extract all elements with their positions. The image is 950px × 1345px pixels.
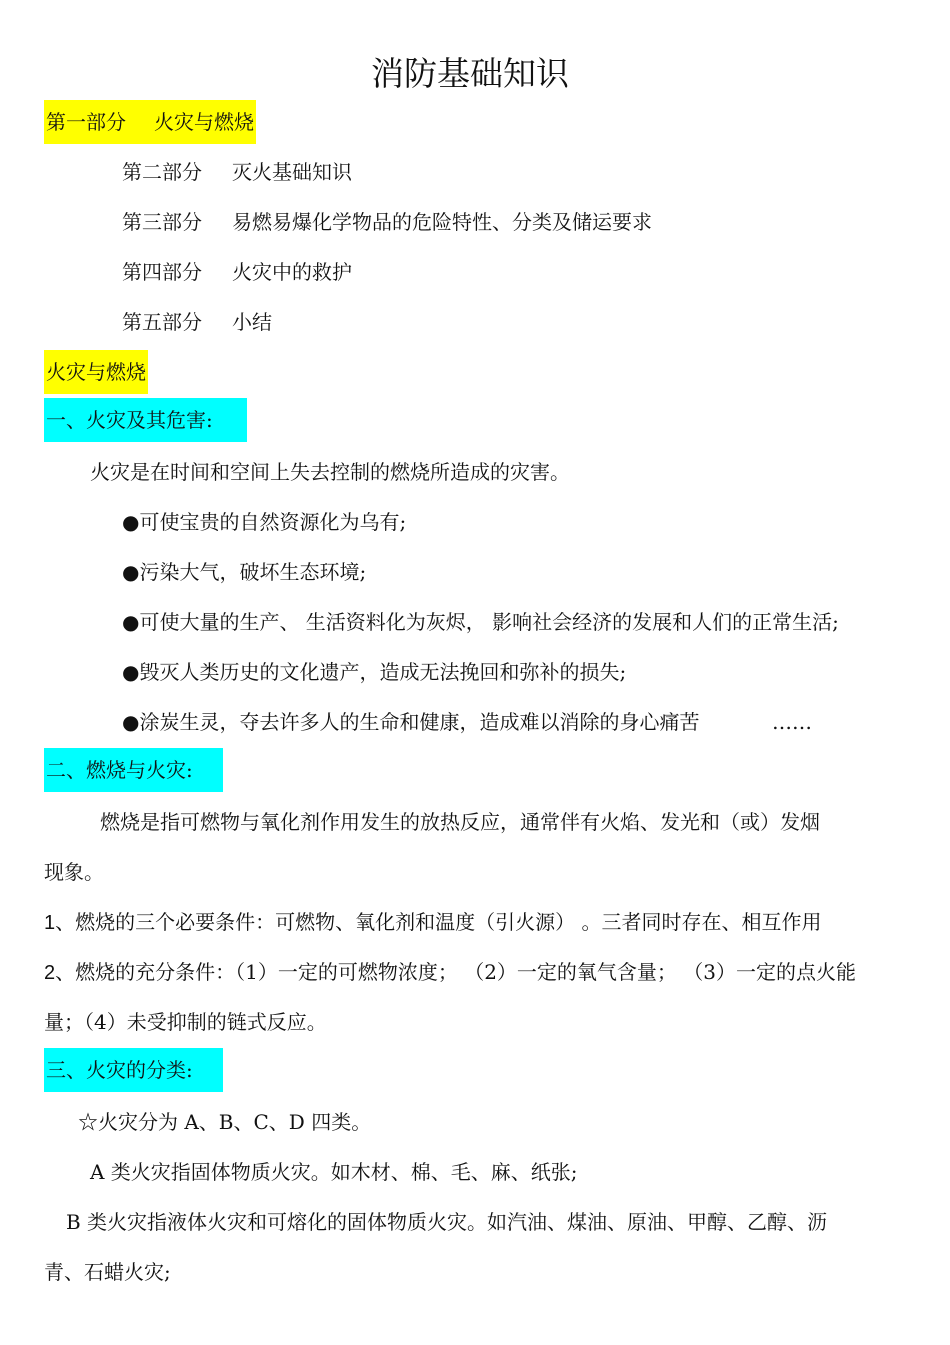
bullet-item: ●毁灭人类历史的文化遗产，造成无法挽回和弥补的损失; [122, 660, 627, 684]
toc-item [122, 157, 352, 187]
section-heading: 三、火灾的分类: [44, 1048, 223, 1092]
paragraph: B 类火灾指液体火灾和可熔化的固体物质火灾。如汽油、煤油、原油、甲醇、乙醇、沥 [66, 1210, 828, 1234]
bullet-item: ●涂炭生灵，夺去许多人的生命和健康，造成难以消除的身心痛苦 [122, 710, 700, 734]
toc-part-title: 小结 [232, 310, 272, 334]
toc-item [122, 257, 352, 287]
toc-item [122, 307, 272, 337]
toc-part-label: 第二部分 [122, 160, 202, 184]
numbered-item [44, 907, 821, 938]
toc-part-label: 第一部分 [46, 110, 126, 134]
paragraph-continuation: 青、石蜡火灾; [44, 1260, 171, 1284]
toc-item [122, 207, 652, 237]
toc-item-highlighted [44, 100, 256, 144]
toc-part-title: 火灾中的救护 [232, 260, 352, 284]
section-heading: 二、燃烧与火灾: [44, 748, 223, 792]
paragraph: 燃烧是指可燃物与氧化剂作用发生的放热反应，通常伴有火焰、发光和（或）发烟 [100, 810, 820, 834]
item-number: 2 [44, 962, 56, 984]
toc-part-title: 灭火基础知识 [232, 160, 352, 184]
paragraph: 火灾是在时间和空间上失去控制的燃烧所造成的灾害。 [90, 460, 570, 484]
toc-part-title: 易燃易爆化学物品的危险特性、分类及储运要求 [232, 210, 652, 234]
bullet-item: ●污染大气，破坏生态环境; [122, 560, 367, 584]
toc-part-label: 第三部分 [122, 210, 202, 234]
toc-part-title: 火灾与燃烧 [154, 110, 254, 134]
numbered-item-continuation: 量；（4）未受抑制的链式反应。 [44, 1010, 327, 1034]
chapter-heading: 火灾与燃烧 [44, 350, 148, 394]
bullet-item: ●可使大量的生产、 生活资料化为灰烬， 影响社会经济的发展和人们的正常生活; [122, 610, 839, 634]
toc-part-label: 第四部分 [122, 260, 202, 284]
ellipsis: …… [772, 710, 812, 734]
item-text: 、燃烧的充分条件：（1）一定的可燃物浓度； （2）一定的氧气含量； （3）一定的点火能 [55, 960, 857, 984]
document-title: 消防基础知识 [371, 54, 569, 93]
item-text: 、燃烧的三个必要条件：可燃物、氧化剂和温度（引火源） 。三者同时存在、相互作用 [55, 910, 822, 934]
paragraph: ☆火灾分为 A、B、C、D 四类。 [78, 1110, 372, 1134]
paragraph: A 类火灾指固体物质火灾。如木材、棉、毛、麻、纸张; [90, 1160, 578, 1184]
numbered-item [44, 957, 856, 988]
bullet-item: ●可使宝贵的自然资源化为乌有; [122, 510, 407, 534]
paragraph-continuation: 现象。 [44, 860, 104, 884]
section-heading: 一、火灾及其危害: [44, 398, 247, 442]
toc-part-label: 第五部分 [122, 310, 202, 334]
item-number: 1 [44, 912, 56, 934]
